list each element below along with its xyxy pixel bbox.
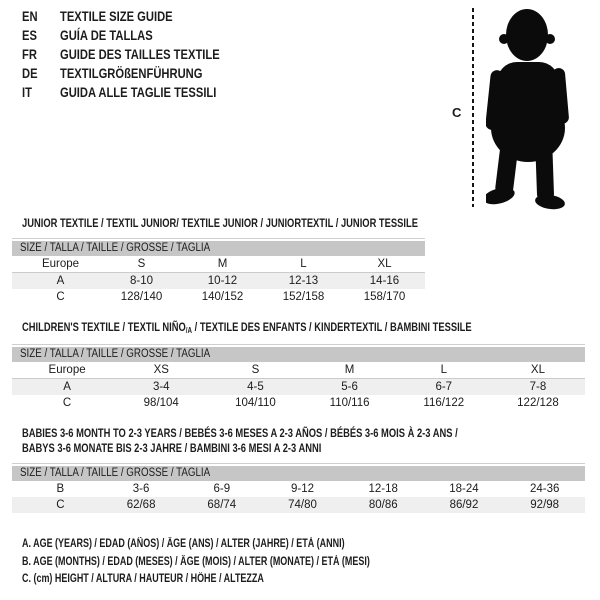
language-code: FR xyxy=(22,46,37,62)
table-size-header xyxy=(12,241,425,256)
table-cell: 24-36 xyxy=(529,483,560,495)
height-dashed-line xyxy=(472,8,474,207)
table-row xyxy=(12,497,585,513)
table-row xyxy=(12,289,425,305)
table-row xyxy=(12,481,585,497)
table-row xyxy=(12,395,585,411)
table-cell: 6-7 xyxy=(435,381,453,393)
table-size-header xyxy=(12,347,585,362)
table-top-divider xyxy=(12,344,585,345)
children-title-post: / TEXTILE DES ENFANTS / KINDERTEXTIL / BAMBINI TESSILE xyxy=(192,320,472,334)
size-table-babies xyxy=(12,463,585,513)
legend-line-b: B. AGE (MONTHS) / EDAD (MESES) / ÂGE (MOIS) / ALTER (MONATE) / ETÀ (MESI) xyxy=(22,555,370,568)
row-label: C xyxy=(56,291,65,303)
language-title: GUIDA ALLE TAGLIE TESSILI xyxy=(60,84,217,100)
table-cell: 122/128 xyxy=(517,397,559,409)
height-measure-label: C xyxy=(452,105,462,120)
table-cell: M xyxy=(344,364,355,376)
table-size-header-label: SIZE / TALLA / TAILLE / GRÖSSE / TAGLIA xyxy=(20,348,211,360)
row-label: A xyxy=(56,275,65,287)
language-title: TEXTILE SIZE GUIDE xyxy=(60,8,173,24)
table-cell: 128/140 xyxy=(120,291,163,303)
legend-line-a: A. AGE (YEARS) / EDAD (AÑOS) / ÂGE (ANS) / ALTER (JAHRE) / ETÀ (ANNI) xyxy=(22,538,345,550)
legend-line-c: C. (cm) HEIGHT / ALTURA / HAUTEUR / HÖHE / ALTEZZA xyxy=(22,573,264,585)
table-cell: 62/68 xyxy=(126,499,156,511)
language-row xyxy=(22,45,260,64)
toddler-silhouette-icon xyxy=(486,6,600,214)
table-cell: 80/86 xyxy=(368,499,398,511)
table-size-header-label: SIZE / TALLA / TAILLE / GRÖSSE / TAGLIA xyxy=(20,467,211,479)
language-row xyxy=(22,7,260,26)
table-cell: 12-18 xyxy=(368,483,398,495)
table-cell: XL xyxy=(530,364,545,376)
table-cell: 110/116 xyxy=(329,397,370,409)
language-row xyxy=(22,26,260,45)
table-cell: 18-24 xyxy=(449,483,479,495)
babies-title-line2: BABYS 3-6 MONATE BIS 2-3 JAHRE / BAMBINI 3-6 MESI A 2-3 ANNI xyxy=(22,441,322,455)
table-cell: 98/104 xyxy=(143,397,179,409)
children-title-sub: /A xyxy=(185,326,193,335)
table-row xyxy=(12,273,425,289)
table-top-divider xyxy=(12,238,425,239)
table-size-header xyxy=(12,466,585,481)
language-code: DE xyxy=(22,65,38,81)
table-cell: 3-4 xyxy=(152,381,170,393)
table-cell: M xyxy=(217,258,228,270)
table-cell: S xyxy=(137,258,146,270)
table-cell: 4-5 xyxy=(247,381,264,393)
table-cell: 6-9 xyxy=(213,483,231,495)
junior-table-title: JUNIOR TEXTILE / TEXTIL JUNIOR/ TEXTILE JUNIOR / JUNIORTEXTIL / JUNIOR TESSILE xyxy=(22,216,418,230)
table-row xyxy=(12,256,425,273)
language-row xyxy=(22,64,260,83)
row-label: C xyxy=(62,397,72,409)
table-top-divider xyxy=(12,463,585,464)
table-cell: 86/92 xyxy=(449,499,479,511)
table-cell: 8-10 xyxy=(129,275,154,287)
table-cell: XL xyxy=(377,258,392,270)
language-title: GUÍA DE TALLAS xyxy=(60,27,153,43)
table-cell: L xyxy=(440,364,447,376)
table-cell: 74/80 xyxy=(288,499,317,511)
table-size-header-label: SIZE / TALLA / TAILLE / GRÖSSE / TAGLIA xyxy=(20,242,211,254)
size-table-junior xyxy=(12,238,425,305)
row-label: C xyxy=(56,499,65,511)
table-row xyxy=(12,379,585,395)
language-list xyxy=(22,7,260,102)
table-cell: L xyxy=(300,258,307,270)
table-cell: 68/74 xyxy=(207,499,237,511)
table-cell: 92/98 xyxy=(530,499,560,511)
babies-title-line1: BABIES 3-6 MONTH TO 2-3 YEARS / BEBÉS 3-6 MESES A 2-3 AÑOS / BÉBÉS 3-6 MOIS À 2-3 ANS / xyxy=(22,426,458,440)
language-title: GUIDE DES TAILLES TEXTILE xyxy=(60,46,220,62)
table-cell: 116/122 xyxy=(423,397,465,409)
language-row xyxy=(22,83,260,102)
table-cell: 7-8 xyxy=(529,381,547,393)
language-code: ES xyxy=(22,27,37,43)
babies-table-title xyxy=(22,426,458,456)
row-label: Europe xyxy=(41,258,80,270)
size-table-children xyxy=(12,344,585,411)
row-label: Europe xyxy=(48,364,86,376)
table-cell: 12-13 xyxy=(288,275,319,287)
row-label: B xyxy=(56,483,65,495)
language-title: TEXTILGRÖßENFÜHRUNG xyxy=(60,65,203,81)
table-cell: XS xyxy=(153,364,169,376)
table-cell: 5-6 xyxy=(341,381,358,393)
row-label: A xyxy=(63,381,71,393)
table-cell: 10-12 xyxy=(207,275,238,287)
language-code: IT xyxy=(22,84,32,100)
measurement-legend xyxy=(22,536,468,589)
table-cell: 152/158 xyxy=(282,291,325,303)
children-table-title xyxy=(22,320,472,338)
table-cell: 158/170 xyxy=(363,291,406,303)
table-cell: 140/152 xyxy=(201,291,244,303)
table-cell: 14-16 xyxy=(369,275,400,287)
children-title-pre: CHILDREN'S TEXTILE / TEXTIL NIÑO xyxy=(22,320,186,334)
table-cell: 104/110 xyxy=(235,397,276,409)
table-cell: 3-6 xyxy=(132,483,150,495)
table-cell: 9-12 xyxy=(291,483,315,495)
table-row xyxy=(12,362,585,379)
language-code: EN xyxy=(22,8,38,24)
table-cell: S xyxy=(251,364,260,376)
